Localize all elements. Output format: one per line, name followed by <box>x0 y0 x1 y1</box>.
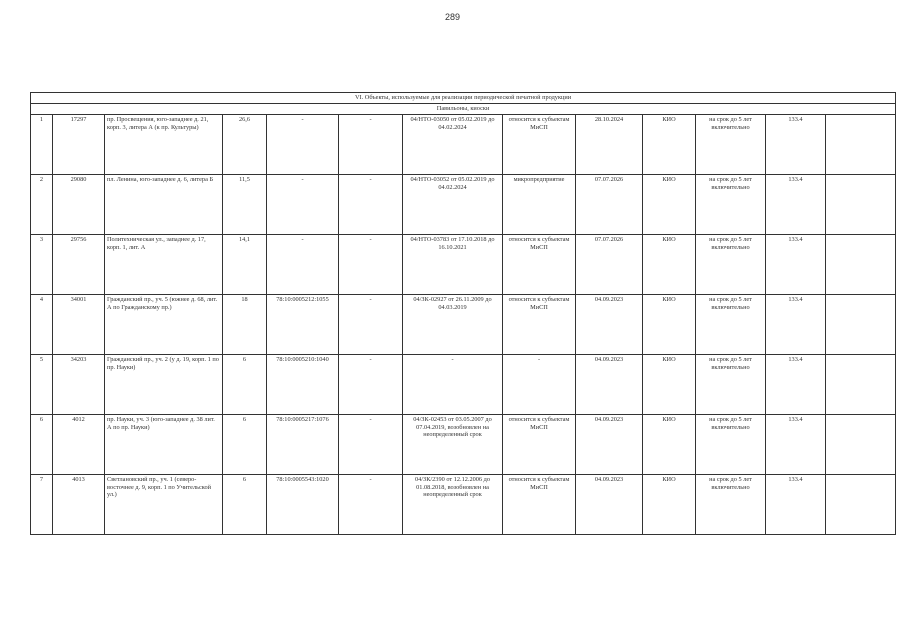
table-row <box>31 235 896 295</box>
contract-term: на срок до 5 лет включительно <box>696 415 766 475</box>
extra-field: - <box>339 355 403 415</box>
date-value: 04.09.2023 <box>576 295 643 355</box>
contract-info: 04/НТО-03050 от 05.02.2019 до 04.02.2024 <box>403 115 503 175</box>
table-row <box>31 475 896 535</box>
object-code: 4012 <box>53 415 105 475</box>
cadastral-number: 78:10:0005212:1055 <box>267 295 339 355</box>
note-cell <box>826 295 896 355</box>
cadastral-number: 78:10:0005217:1076 <box>267 415 339 475</box>
row-number: 5 <box>31 355 53 415</box>
object-address: Политехническая ул., западнее д. 17, корп. 1, лит. А <box>105 235 223 295</box>
subject-category: относится к субъектам МиСП <box>503 115 576 175</box>
extra-field: - <box>339 415 403 475</box>
subject-category: - <box>503 355 576 415</box>
classification-code: 133.4 <box>766 355 826 415</box>
contract-info: 04/ЗК/2390 от 12.12.2006 до 01.08.2018, возобновлен на неопределенный срок <box>403 475 503 535</box>
object-code: 29756 <box>53 235 105 295</box>
cadastral-number: 78:10:0005210:1040 <box>267 355 339 415</box>
contract-info: 04/ЗК-02927 от 26.11.2009 до 04.03.2019 <box>403 295 503 355</box>
contract-term: на срок до 5 лет включительно <box>696 175 766 235</box>
object-code: 34203 <box>53 355 105 415</box>
owner-org: КИО <box>643 355 696 415</box>
note-cell <box>826 475 896 535</box>
page-number: 289 <box>444 12 461 22</box>
contract-term: на срок до 5 лет включительно <box>696 295 766 355</box>
date-value: 07.07.2026 <box>576 175 643 235</box>
extra-field: - <box>339 295 403 355</box>
date-value: 28.10.2024 <box>576 115 643 175</box>
owner-org: КИО <box>643 475 696 535</box>
object-address: пр. Просвещения, юго-западнее д. 21, корп. 3, литера А (к пр. Культуры) <box>105 115 223 175</box>
subject-category: микропредприятие <box>503 175 576 235</box>
extra-field: - <box>339 115 403 175</box>
objects-table <box>30 92 896 535</box>
object-code: 34001 <box>53 295 105 355</box>
contract-info: 04/НТО-03783 от 17.10.2018 до 16.10.2021 <box>403 235 503 295</box>
row-number: 3 <box>31 235 53 295</box>
object-address: пр. Науки, уч. 3 (юго-западнее д. 38 лит. А по пр. Науки) <box>105 415 223 475</box>
object-area: 26,6 <box>223 115 267 175</box>
row-number: 4 <box>31 295 53 355</box>
classification-code: 133.4 <box>766 295 826 355</box>
owner-org: КИО <box>643 115 696 175</box>
date-value: 04.09.2023 <box>576 355 643 415</box>
note-cell <box>826 175 896 235</box>
date-value: 07.07.2026 <box>576 235 643 295</box>
owner-org: КИО <box>643 175 696 235</box>
object-area: 6 <box>223 355 267 415</box>
object-address: Гражданский пр., уч. 2 (у д. 19, корп. 1 по пр. Науки) <box>105 355 223 415</box>
subject-category: относится к субъектам МиСП <box>503 235 576 295</box>
object-code: 29080 <box>53 175 105 235</box>
classification-code: 133.4 <box>766 175 826 235</box>
subsection-title: Павильоны, киоски <box>31 104 896 115</box>
date-value: 04.09.2023 <box>576 415 643 475</box>
extra-field: - <box>339 175 403 235</box>
contract-term: на срок до 5 лет включительно <box>696 475 766 535</box>
section-title: VI. Объекты, используемые для реализации периодической печатной продукции <box>31 93 896 104</box>
classification-code: 133.4 <box>766 235 826 295</box>
owner-org: КИО <box>643 415 696 475</box>
note-cell <box>826 415 896 475</box>
object-code: 4013 <box>53 475 105 535</box>
row-number: 6 <box>31 415 53 475</box>
table-row <box>31 175 896 235</box>
owner-org: КИО <box>643 295 696 355</box>
object-area: 6 <box>223 475 267 535</box>
subject-category: относится к субъектам МиСП <box>503 415 576 475</box>
row-number: 1 <box>31 115 53 175</box>
contract-info: - <box>403 355 503 415</box>
subject-category: относится к субъектам МиСП <box>503 475 576 535</box>
table-row <box>31 295 896 355</box>
cadastral-number: - <box>267 175 339 235</box>
object-address: Гражданский пр., уч. 5 (южнее д. 68, лит. А по Гражданскому пр.) <box>105 295 223 355</box>
contract-term: на срок до 5 лет включительно <box>696 355 766 415</box>
subsection-title-row <box>31 104 896 115</box>
object-code: 17297 <box>53 115 105 175</box>
object-address: пл. Ленина, юго-западнее д. 6, литера Б <box>105 175 223 235</box>
owner-org: КИО <box>643 235 696 295</box>
object-area: 18 <box>223 295 267 355</box>
object-address: Светлановский пр., уч. 1 (северо-восточнее д. 9, корп. 1 по Учительской ул.) <box>105 475 223 535</box>
date-value: 04.09.2023 <box>576 475 643 535</box>
note-cell <box>826 115 896 175</box>
cadastral-number: - <box>267 115 339 175</box>
table-row <box>31 355 896 415</box>
table-row <box>31 415 896 475</box>
extra-field: - <box>339 235 403 295</box>
cadastral-number: - <box>267 235 339 295</box>
section-title-row <box>31 93 896 104</box>
note-cell <box>826 355 896 415</box>
classification-code: 133.4 <box>766 115 826 175</box>
extra-field: - <box>339 475 403 535</box>
object-area: 6 <box>223 415 267 475</box>
contract-info: 04/ЗК-02453 от 03.05.2007 до 07.04.2019, возобновлен на неопределенный срок <box>403 415 503 475</box>
note-cell <box>826 235 896 295</box>
contract-term: на срок до 5 лет включительно <box>696 115 766 175</box>
object-area: 14,1 <box>223 235 267 295</box>
contract-info: 04/НТО-03052 от 05.02.2019 до 04.02.2024 <box>403 175 503 235</box>
row-number: 2 <box>31 175 53 235</box>
contract-term: на срок до 5 лет включительно <box>696 235 766 295</box>
table-row <box>31 115 896 175</box>
classification-code: 133.4 <box>766 475 826 535</box>
cadastral-number: 78:10:0005543:1020 <box>267 475 339 535</box>
subject-category: относится к субъектам МиСП <box>503 295 576 355</box>
row-number: 7 <box>31 475 53 535</box>
object-area: 11,5 <box>223 175 267 235</box>
classification-code: 133.4 <box>766 415 826 475</box>
